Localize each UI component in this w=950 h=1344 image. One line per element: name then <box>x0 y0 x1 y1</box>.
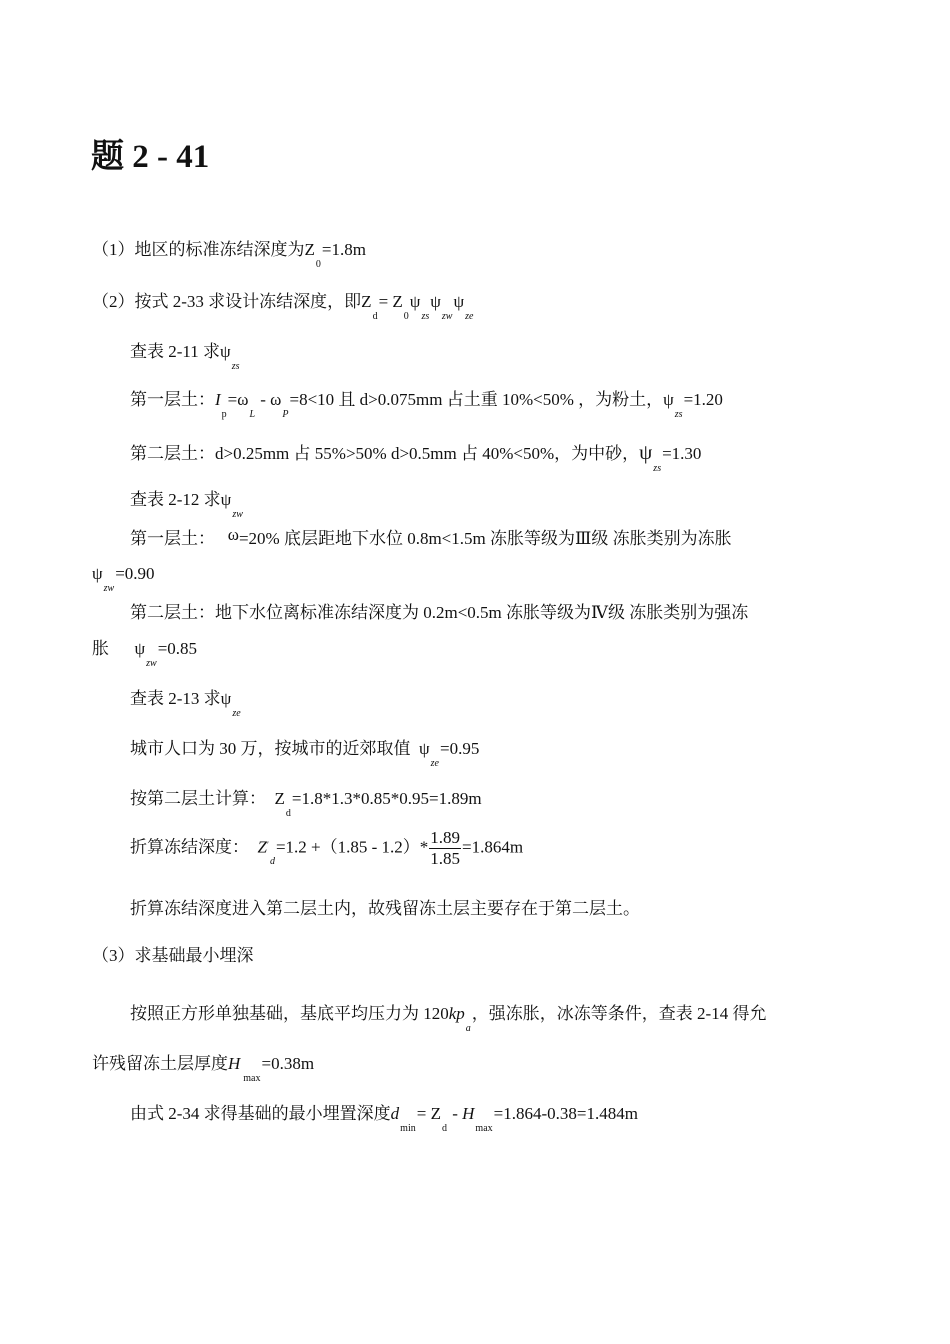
line-layer2-psi-zw: 胀 $\psi_{zw}=0.85$ <box>92 639 198 669</box>
line-city-population: 城市人口为 30 万，按城市的近郊取值 $\psi_{ze}=0.95$ <box>130 739 480 769</box>
line-design-frost-depth: （2）按式 2-33 求设计冻结深度，即$Z_d= Z_0\psi_{zs}\psi_{zw}\psi_{ze}$ <box>92 292 474 322</box>
line-min-embed-depth: 由式 2-34 求得基础的最小埋置深度$d_{min}= Z_d - H_{max}=1.864-0.38=1.484m$ <box>130 1104 638 1134</box>
line-layer1-psi-zw: $\psi_{zw}=0.90$ <box>92 564 155 594</box>
page-title: 题 2 - 41 <box>91 139 210 175</box>
line-converted-depth-note: 折算冻结深度进入第二层土内，故残留冻土层主要存在于第二层土。 <box>130 899 640 918</box>
line-foundation-conditions: 按照正方形单独基础，基底平均压力为 $120kp_a$，强冻胀，冰冻等条件，查表 2-14 得允 <box>130 1004 767 1034</box>
line-layer2-frost-heave: 第二层土：地下水位离标准冻结深度为 0.2m<0.5m 冻胀等级为Ⅳ级 冻胀类别为强冻 <box>130 603 749 622</box>
line-table-2-13: 查表 2-13 求$\psi_{ze}$ <box>130 689 241 719</box>
line-layer1-frost-heave: 第一层土： ω=20% 底层距地下水位 0.8m<1.5m 冻胀等级为Ⅲ级 冻胀类别为冻胀 <box>130 525 732 548</box>
line-table-2-11: 查表 2-11 求$\psi_{zs}$ <box>130 342 240 372</box>
line-layer2-soil: 第二层土：d>0.25mm 占 55%>50% d>0.5mm 占 40%<50%，为中砂，$\psi_{zs}=1.30$ <box>130 440 702 474</box>
line-converted-depth: 折算冻结深度： $Z'_d=1.2 +(1.85 - 1.2)*$ $\frac{1.89}{1.85}$ =1.864m <box>130 828 524 868</box>
line-layer1-soil: 第一层土：$I_p=\omega_L - \omega_P=8<10$ 且 d>0.075mm 占土重 10%<50% ，为粉土，$\psi_{zs}=1.20$ <box>130 390 723 420</box>
line-layer2-calc: 按第二层土计算： $Z_d=1.8*1.3*0.85*0.95=1.89m$ <box>130 789 482 819</box>
line-table-2-12: 查表 2-12 求$\psi_{zw}$ <box>130 490 243 520</box>
fraction: $\frac{1.89}{1.85}$ <box>430 828 461 868</box>
line-min-depth-heading: （3）求基础最小埋深 <box>92 946 254 965</box>
line-standard-frost-depth: （1）地区的标准冻结深度为$Z_0=1.8m$ <box>92 240 366 270</box>
line-residual-thickness: 许残留冻土层厚度$H_{max}=0.38m$ <box>92 1054 315 1084</box>
